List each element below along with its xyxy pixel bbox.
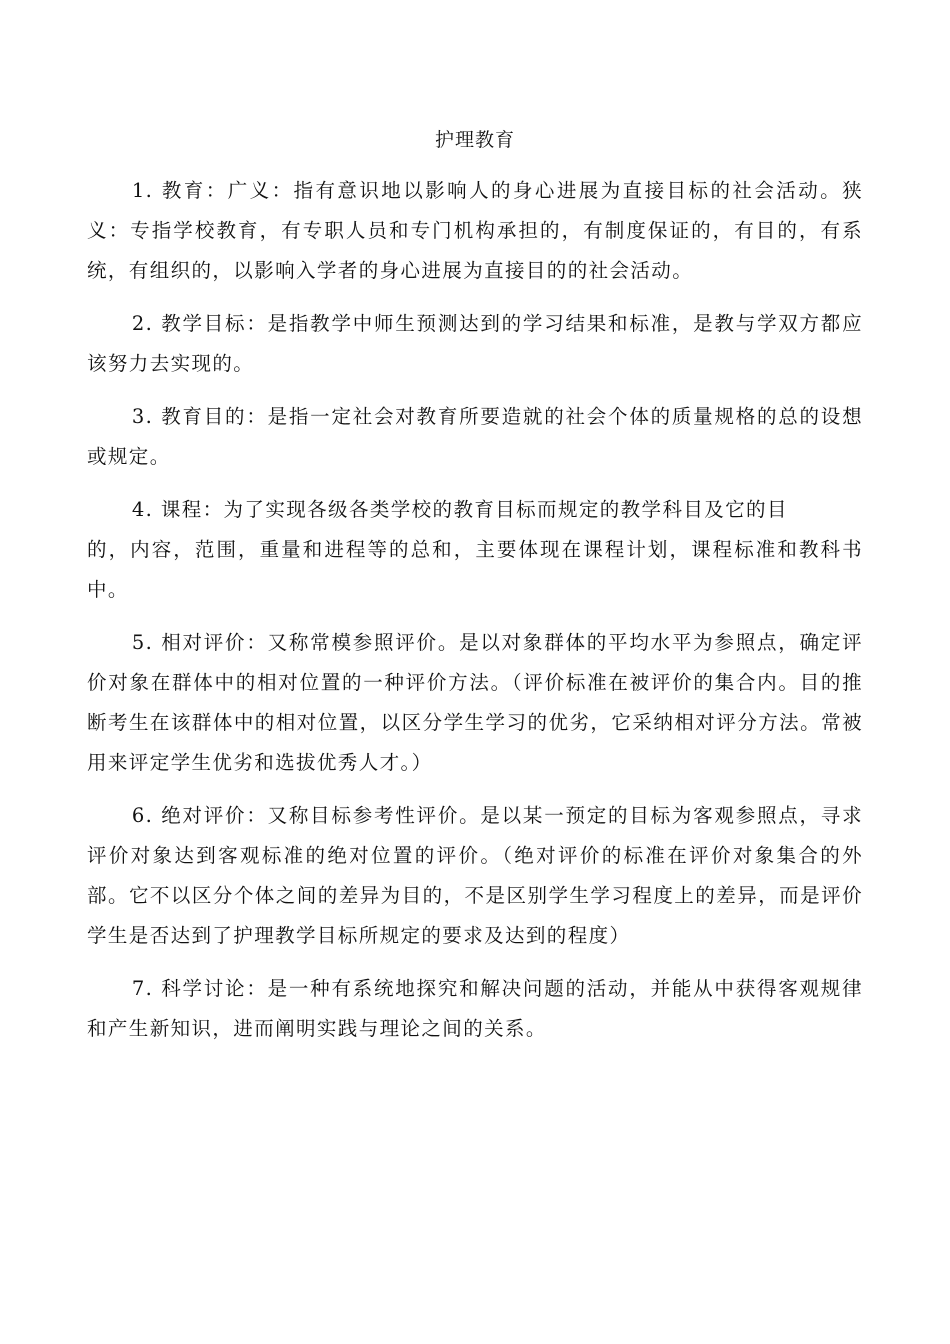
- paragraph-curriculum-rest: 的，内容，范围，重量和进程等的总和，主要体现在课程计划，课程标准和教科书中。: [87, 538, 863, 601]
- paragraph-curriculum-line1: 4. 课程：为了实现各级各类学校的教育目标而规定的教学科目及它的目: [131, 498, 788, 521]
- document-title: 护理教育: [434, 129, 515, 151]
- paragraph-absolute-evaluation: 6. 绝对评价：又称目标参考性评价。是以某一预定的目标为客观参照点，寻求评价对象达到客观标准的绝对位置的评价。（绝对评价的标准在评价对象集合的外部。它不以区分个体之间的差异为目的，不是区别学生学习程度上的差异，而是评价学生是否达到了护理教学目标所规定的要求及达到的程度）: [87, 804, 863, 947]
- paragraph-education-purpose: 3. 教育目的：是指一定社会对教育所要造就的社会个体的质量规格的总的设想或规定。: [87, 405, 863, 468]
- paragraph-relative-evaluation: 5. 相对评价：又称常模参照评价。是以对象群体的平均水平为参照点，确定评价对象在群体中的相对位置的一种评价方法。（评价标准在被评价的集合内。目的推断考生在该群体中的相对位置，以区分学生学习的优劣，它采纳相对评分方法。常被用来评定学生优劣和选拔优秀人才。）: [87, 631, 863, 774]
- document-body: [87, 171, 863, 1049]
- paragraph-curriculum: [87, 490, 863, 610]
- paragraph-teaching-objective: 2. 教学目标：是指教学中师生预测达到的学习结果和标准，是教与学双方都应该努力去实现的。: [87, 312, 863, 375]
- paragraph-scientific-discussion: 7. 科学讨论：是一种有系统地探究和解决问题的活动，并能从中获得客观规律和产生新知识，进而阐明实践与理论之间的关系。: [87, 977, 863, 1040]
- paragraph-education: 1. 教育：广义：指有意识地以影响人的身心进展为直接目标的社会活动。狭义：专指学校教育，有专职人员和专门机构承担的，有制度保证的，有目的，有系统，有组织的，以影响入学者的身心进展为直接目的的社会活动。: [87, 179, 863, 282]
